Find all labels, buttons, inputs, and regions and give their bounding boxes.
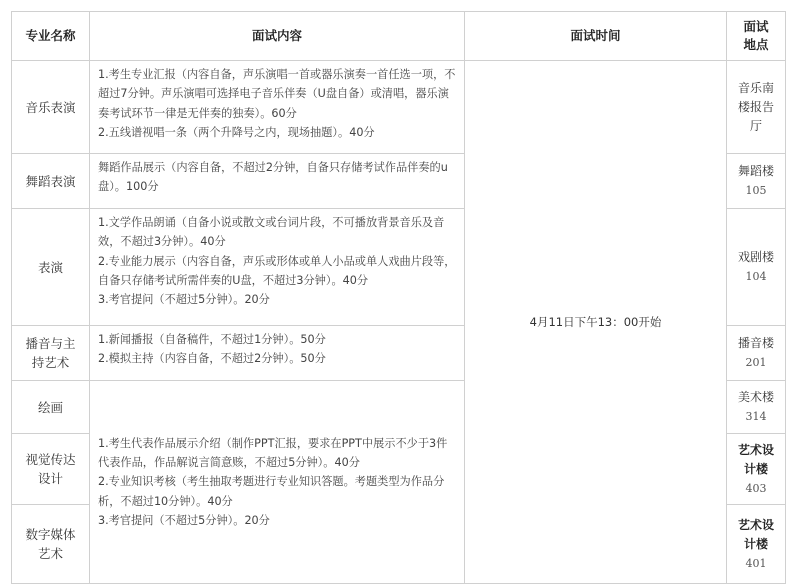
location-cell bbox=[726, 208, 786, 326]
major-name: 播音与主持艺术 bbox=[25, 336, 76, 370]
location-room: 314 bbox=[745, 410, 767, 423]
content-item: 1.新闻播报（自备稿件，不超过1分钟）。50分 bbox=[98, 333, 326, 346]
time-cell bbox=[464, 60, 727, 584]
location-cell bbox=[726, 504, 786, 584]
content-cell bbox=[89, 208, 465, 326]
header-major bbox=[11, 11, 90, 61]
location-name: 艺术设计楼 bbox=[737, 517, 774, 551]
time-value: 4月11日下午13：00开始 bbox=[529, 315, 662, 329]
location-room: 401 bbox=[745, 556, 767, 570]
location-cell bbox=[726, 153, 786, 209]
header-location bbox=[726, 11, 786, 61]
content-item: 3.考官提问（不超过5分钟）。20分 bbox=[98, 513, 270, 527]
content-cell bbox=[89, 60, 465, 154]
location-name: 艺术设计楼 bbox=[737, 442, 774, 476]
major-cell bbox=[11, 153, 90, 209]
major-name: 数字媒体艺术 bbox=[25, 527, 76, 561]
location-cell bbox=[726, 325, 786, 381]
header-location-label: 面试地点 bbox=[743, 19, 769, 52]
content-cell bbox=[89, 325, 465, 381]
major-cell bbox=[11, 380, 90, 434]
major-cell bbox=[11, 433, 90, 505]
major-name: 音乐表演 bbox=[25, 99, 76, 115]
content-item: 1.考生专业汇报（内容自备，声乐演唱一首或器乐演奏一首任选一项，不超过7分钟。声乐演唱可选择电子音乐伴奏（U盘自备）或清唱，器乐演奏考试环节一律是无伴奏的独奏）。60分 bbox=[98, 68, 456, 120]
location-room: 201 bbox=[745, 356, 767, 369]
location-cell bbox=[726, 433, 786, 505]
location-cell bbox=[726, 380, 786, 434]
header-content bbox=[89, 11, 465, 61]
location-name: 戏剧楼 bbox=[737, 250, 774, 264]
location-room: 105 bbox=[745, 184, 767, 197]
location-name: 播音楼 bbox=[737, 336, 774, 350]
major-cell bbox=[11, 60, 90, 154]
interview-schedule-table bbox=[11, 11, 786, 584]
location-room: 403 bbox=[745, 481, 767, 495]
content-item: 2.五线谱视唱一条（两个升降号之内，现场抽题）。40分 bbox=[98, 125, 375, 139]
major-cell bbox=[11, 325, 90, 381]
content-item: 1.考生代表作品展示介绍（制作PPT汇报，要求在PPT中展示不少于3件代表作品，作品解说言简意赅，不超过5分钟）。40分 bbox=[98, 436, 448, 470]
header-content-label: 面试内容 bbox=[251, 28, 302, 43]
location-name: 音乐南楼报告厅 bbox=[737, 80, 774, 133]
major-name: 绘画 bbox=[37, 399, 63, 415]
location-room: 104 bbox=[745, 270, 767, 283]
content-item: 1.文学作品朗诵（自备小说或散文或台词片段，不可播放背景音乐及音效，不超过3分钟）。40分 bbox=[98, 216, 445, 249]
content-item: 3.考官提问（不超过5分钟）。20分 bbox=[98, 293, 270, 307]
content-item: 2.模拟主持（内容自备，不超过2分钟）。50分 bbox=[98, 352, 326, 366]
location-name: 美术楼 bbox=[737, 390, 774, 404]
shared-content-cell bbox=[89, 380, 465, 584]
header-time-label: 面试时间 bbox=[570, 28, 621, 43]
major-name: 视觉传达设计 bbox=[25, 452, 76, 486]
major-name: 表演 bbox=[37, 259, 63, 275]
major-cell bbox=[11, 208, 90, 326]
major-name: 舞蹈表演 bbox=[25, 173, 76, 189]
header-time bbox=[464, 11, 727, 61]
location-name: 舞蹈楼 bbox=[737, 164, 774, 178]
header-major-label: 专业名称 bbox=[25, 28, 76, 43]
major-cell bbox=[11, 504, 90, 584]
content-item: 2.专业能力展示（内容自备，声乐或形体或单人小品或单人戏曲片段等，自备只存储考试所需伴奏的U盘，不超过3分钟）。40分 bbox=[98, 254, 456, 287]
content-item: 舞蹈作品展示（内容自备，不超过2分钟，自备只存储考试作品伴奏的u盘）。100分 bbox=[98, 161, 448, 194]
content-item: 2.专业知识考核（考生抽取考题进行专业知识答题。考题类型为作品分析，不超过10分钟）。40分 bbox=[98, 475, 445, 508]
content-cell bbox=[89, 153, 465, 209]
location-cell bbox=[726, 60, 786, 154]
